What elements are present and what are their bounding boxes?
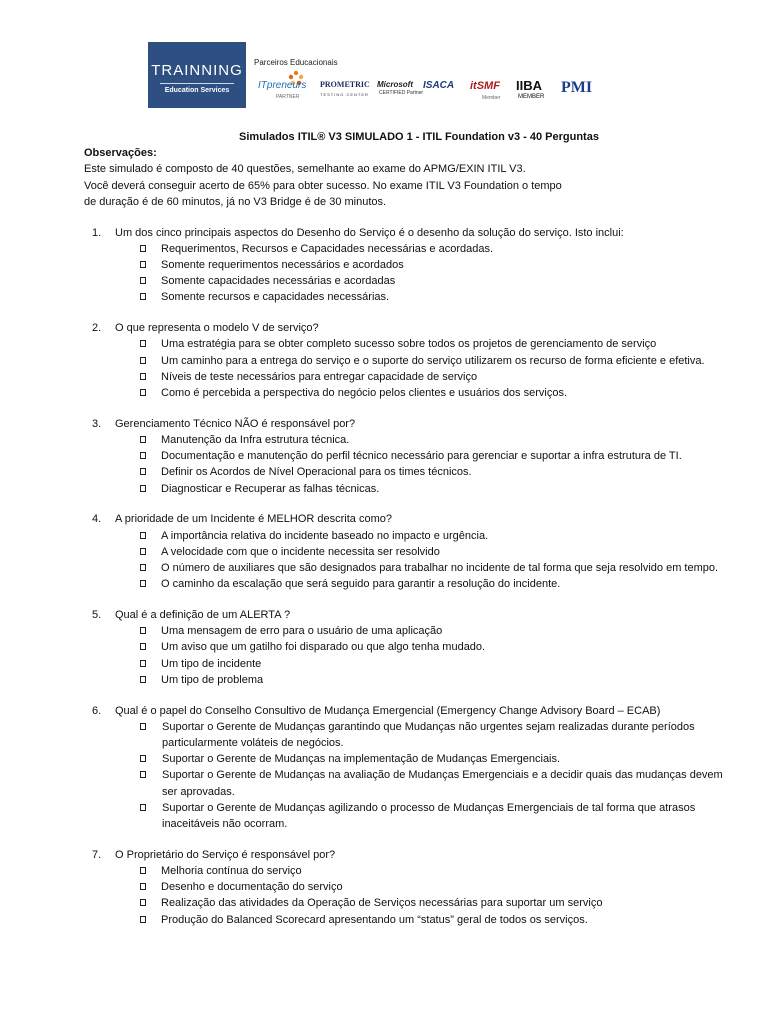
answer-option[interactable]	[84, 336, 724, 352]
question-item	[84, 320, 724, 401]
option-text: Melhoria contínua do serviço	[161, 865, 302, 878]
document-body	[84, 129, 724, 928]
option-text: Um tipo de problema	[161, 673, 264, 686]
answer-option[interactable]	[84, 432, 724, 448]
option-text: Manutenção da Infra estrutura técnica.	[161, 434, 350, 447]
question-number: 1.	[92, 226, 102, 239]
checkbox-icon[interactable]	[140, 293, 146, 300]
logo-main-text: TRAINNING	[151, 62, 243, 79]
checkbox-icon[interactable]	[140, 643, 146, 650]
answer-option[interactable]	[84, 289, 724, 305]
option-text: Definir os Acordos de Nível Operacional para os times técnicos.	[161, 466, 472, 479]
checkbox-icon[interactable]	[140, 389, 146, 396]
microsoft-sub: CERTIFIED Partner	[379, 90, 424, 96]
answer-option[interactable]	[84, 273, 724, 289]
answer-option[interactable]	[84, 767, 724, 799]
question-text: A prioridade de um Incidente é MELHOR descrita como?	[115, 513, 392, 526]
iiba-sub: MEMBER	[518, 94, 545, 100]
checkbox-icon[interactable]	[140, 676, 146, 683]
option-text: O número de auxiliares que são designados para trabalhar no incidente de tal forma que seja resolvido em tempo.	[161, 562, 719, 575]
checkbox-icon[interactable]	[140, 883, 146, 890]
option-text: Suportar o Gerente de Mudanças na avaliação de Mudanças Emergenciais e a decidir quais das mudanças devem ser aprovadas.	[162, 769, 723, 798]
option-text: Níveis de teste necessários para entregar capacidade de serviço	[161, 370, 478, 383]
checkbox-icon[interactable]	[140, 245, 146, 252]
itsmf-logo: itSMF	[470, 80, 500, 92]
iiba-logo: IIBA	[516, 78, 542, 93]
checkbox-icon[interactable]	[140, 580, 146, 587]
answer-option[interactable]	[84, 481, 724, 497]
checkbox-icon[interactable]	[140, 261, 146, 268]
question-stem	[84, 847, 724, 863]
question-stem	[84, 511, 724, 527]
answer-option[interactable]	[84, 672, 724, 688]
question-number: 6.	[92, 704, 102, 717]
itpreneurs-sub: PARTNER	[276, 94, 300, 100]
answer-option[interactable]	[84, 639, 724, 655]
question-stem	[84, 416, 724, 432]
checkbox-icon[interactable]	[140, 436, 146, 443]
answer-option[interactable]	[84, 448, 724, 464]
answer-option[interactable]	[84, 576, 724, 592]
answer-option[interactable]	[84, 385, 724, 401]
question-text: Qual é o papel do Conselho Consultivo de Mudança Emergencial (Emergency Change Advisory Board – ECAB)	[115, 704, 661, 717]
itpreneurs-logo: ITpreneurs	[258, 80, 307, 91]
option-text: Suportar o Gerente de Mudanças na implementação de Mudanças Emergenciais.	[162, 753, 561, 766]
checkbox-icon[interactable]	[140, 804, 146, 811]
checkbox-icon[interactable]	[140, 916, 146, 923]
option-text: Uma mensagem de erro para o usuário de uma aplicação	[161, 625, 443, 638]
option-text: Somente requerimentos necessários e acordados	[161, 259, 404, 272]
answer-option[interactable]	[84, 895, 724, 911]
prometric-sub: TESTING CENTER	[320, 92, 369, 97]
checkbox-icon[interactable]	[140, 867, 146, 874]
partner-logos	[258, 72, 618, 108]
checkbox-icon[interactable]	[140, 357, 146, 364]
option-text: Suportar o Gerente de Mudanças agilizando o processo de Mudanças Emergenciais de tal forma que atrasos inaceitáveis não ocorram.	[162, 801, 696, 831]
answer-option[interactable]	[84, 353, 724, 369]
answer-option[interactable]	[84, 656, 724, 672]
intro-text	[84, 161, 724, 210]
checkbox-icon[interactable]	[140, 771, 146, 778]
logo-divider	[160, 83, 234, 84]
intro-line: de duração é de 60 minutos, já no V3 Bridge é de 30 minutos.	[84, 195, 387, 208]
question-text: O Proprietário do Serviço é responsável por?	[115, 848, 336, 861]
option-text: Um aviso que um gatilho foi disparado ou que algo tenha mudado.	[161, 641, 486, 654]
answer-option[interactable]	[84, 912, 724, 928]
option-text: Uma estratégia para se obter completo sucesso sobre todos os projetos de gerenciamento de serviço	[161, 338, 657, 351]
checkbox-icon[interactable]	[140, 452, 146, 459]
checkbox-icon[interactable]	[140, 468, 146, 475]
page-title: Simulados ITIL® V3 SIMULADO 1 - ITIL Foundation v3 - 40 Perguntas	[239, 131, 599, 143]
checkbox-icon[interactable]	[140, 627, 146, 634]
pmi-logo: PMI	[561, 79, 593, 96]
answer-option[interactable]	[84, 241, 724, 257]
question-number: 3.	[92, 417, 102, 430]
intro-line: Você deverá conseguir acerto de 65% para obter sucesso. No exame ITIL V3 Foundation o tempo	[84, 179, 562, 192]
answer-option[interactable]	[84, 464, 724, 480]
option-text: Um tipo de incidente	[161, 657, 262, 670]
answer-option[interactable]	[84, 257, 724, 273]
checkbox-icon[interactable]	[140, 277, 146, 284]
question-text: Gerenciamento Técnico NÃO é responsável por?	[115, 417, 356, 430]
answer-option[interactable]	[84, 751, 724, 767]
question-item	[84, 607, 724, 688]
partners-label: Parceiros Educacionais	[254, 58, 338, 67]
answer-option[interactable]	[84, 719, 724, 751]
answer-option[interactable]	[84, 369, 724, 385]
answer-option[interactable]	[84, 544, 724, 560]
question-list	[84, 225, 724, 928]
checkbox-icon[interactable]	[140, 660, 146, 667]
option-text: Como é percebida a perspectiva do negócio pelos clientes e usuários dos serviços.	[161, 387, 568, 400]
observations-heading: Observações:	[84, 147, 157, 160]
option-text: Requerimentos, Recursos e Capacidades necessárias e acordadas.	[161, 242, 494, 255]
option-text: Documentação e manutenção do perfil técnico necessário para gerenciar e suportar a infra estrutura de TI.	[161, 450, 682, 463]
isaca-logo: ISACA	[423, 80, 455, 91]
question-stem	[84, 320, 724, 336]
answer-option[interactable]	[84, 623, 724, 639]
question-number: 5.	[92, 609, 102, 622]
option-text: A velocidade com que o incidente necessita ser resolvido	[161, 545, 440, 558]
checkbox-icon[interactable]	[140, 485, 146, 492]
option-text: Desenho e documentação do serviço	[161, 881, 343, 894]
option-text: Um caminho para a entrega do serviço e o suporte do serviço utilizarem os recurso de forma eficiente e efetiva.	[161, 354, 705, 367]
question-item	[84, 416, 724, 497]
microsoft-logo: Microsoft	[377, 80, 413, 89]
document-header	[148, 42, 618, 110]
question-text: Qual é a definição de um ALERTA ?	[115, 609, 291, 622]
answer-option[interactable]	[84, 863, 724, 879]
option-text: A importância relativa do incidente baseado no impacto e urgência.	[161, 529, 489, 542]
itsmf-sub: Member	[482, 95, 501, 101]
option-text: Diagnosticar e Recuperar as falhas técnicas.	[161, 482, 380, 495]
question-number: 4.	[92, 513, 102, 526]
checkbox-icon[interactable]	[140, 723, 146, 730]
question-item	[84, 703, 724, 833]
prometric-logo: PROMETRIC	[320, 80, 370, 89]
question-number: 7.	[92, 848, 102, 861]
question-item	[84, 511, 724, 592]
option-text: Suportar o Gerente de Mudanças garantindo que Mudanças não urgentes sejam realizadas durante períodos particularmente voláteis de negócios.	[162, 720, 695, 750]
option-text: Somente capacidades necessárias e acordadas	[161, 275, 396, 288]
checkbox-icon[interactable]	[140, 755, 146, 762]
logo-sub-text: Education Services	[164, 87, 230, 94]
option-text: Produção do Balanced Scorecard apresentando um “status” geral de todos os serviços.	[161, 913, 588, 926]
question-stem	[84, 225, 724, 241]
checkbox-icon[interactable]	[140, 532, 146, 539]
question-stem	[84, 703, 724, 719]
option-text: Somente recursos e capacidades necessárias.	[161, 291, 390, 304]
question-stem	[84, 607, 724, 623]
answer-option[interactable]	[84, 560, 724, 576]
question-item	[84, 225, 724, 306]
question-item	[84, 847, 724, 928]
checkbox-icon[interactable]	[140, 340, 146, 347]
answer-option[interactable]	[84, 879, 724, 895]
answer-option[interactable]	[84, 528, 724, 544]
answer-option[interactable]	[84, 800, 724, 832]
checkbox-icon[interactable]	[140, 564, 146, 571]
checkbox-icon[interactable]	[140, 548, 146, 555]
question-text: Um dos cinco principais aspectos do Desenho do Serviço é o desenho da solução do serviço. Isto inclui:	[115, 226, 624, 239]
option-text: O caminho da escalação que será seguido para garantir a resolução do incidente.	[161, 578, 561, 591]
checkbox-icon[interactable]	[140, 373, 146, 380]
option-text: Realização das atividades da Operação de Serviços necessárias para suportar um serviço	[161, 897, 603, 910]
question-number: 2.	[92, 322, 102, 335]
intro-line: Este simulado é composto de 40 questões, semelhante ao exame do APMG/EXIN ITIL V3.	[84, 163, 526, 176]
trainning-logo	[148, 42, 246, 108]
checkbox-icon[interactable]	[140, 899, 146, 906]
question-text: O que representa o modelo V de serviço?	[115, 322, 319, 335]
